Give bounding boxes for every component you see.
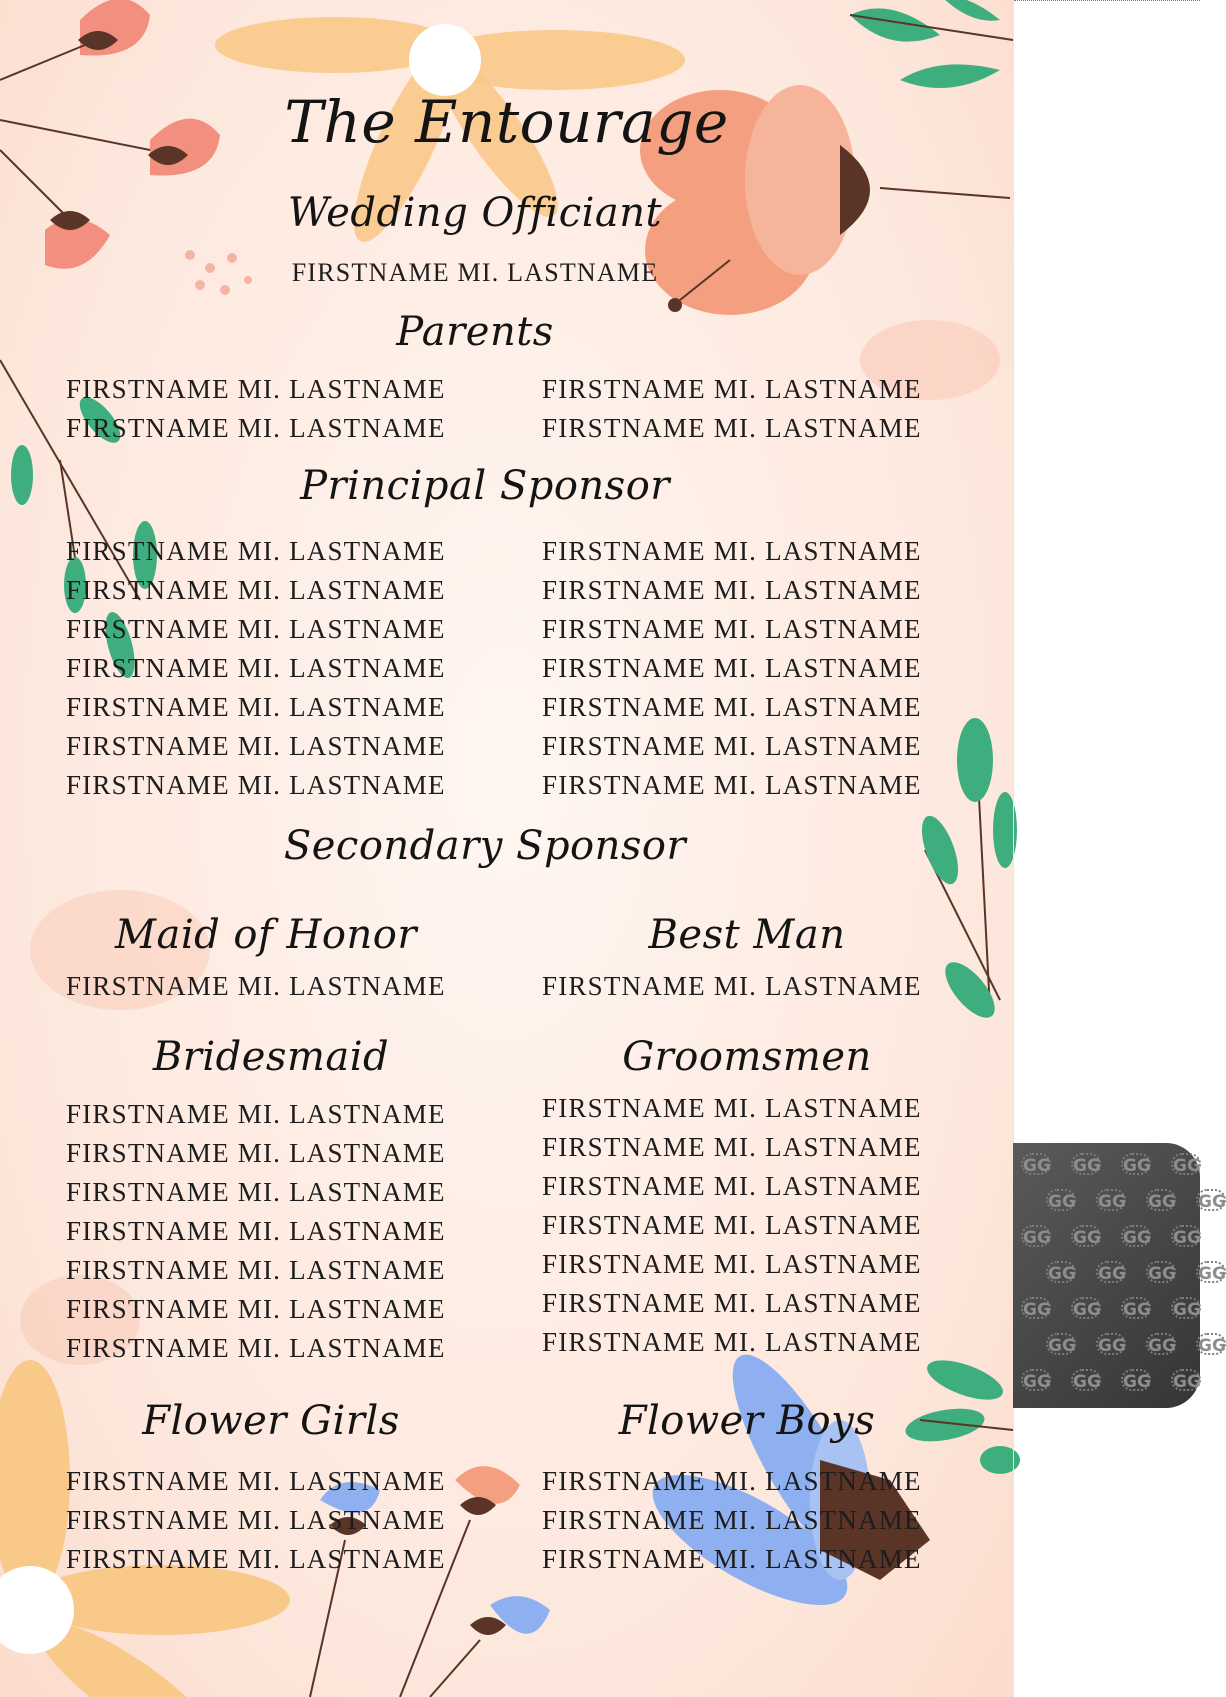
principal-sponsor-name: FIRSTNAME MI. LASTNAME — [66, 731, 446, 761]
gg-monogram-icon: GG — [1196, 1333, 1226, 1355]
flower-boys-column — [542, 1462, 962, 1579]
principal-sponsor-name: FIRSTNAME MI. LASTNAME — [66, 653, 446, 683]
officiant-heading: Wedding Officiant — [287, 190, 663, 236]
flower-girls-column — [66, 1462, 486, 1579]
groomsmen-heading: Groomsmen — [622, 1034, 872, 1080]
bridesmaid-name: FIRSTNAME MI. LASTNAME — [66, 1216, 446, 1246]
groomsman-name: FIRSTNAME MI. LASTNAME — [542, 1132, 922, 1162]
flower-boy-name: FIRSTNAME MI. LASTNAME — [542, 1466, 922, 1496]
gg-monogram-icon: GG — [1196, 1261, 1226, 1283]
parent-name: FIRSTNAME MI. LASTNAME — [542, 413, 922, 443]
bridesmaid-column — [66, 1095, 486, 1368]
officiant-name: FIRSTNAME MI. LASTNAME — [291, 258, 659, 287]
parent-name: FIRSTNAME MI. LASTNAME — [66, 374, 446, 404]
gg-monogram-icon: GG — [1021, 1297, 1051, 1319]
principal-sponsor-name: FIRSTNAME MI. LASTNAME — [66, 692, 446, 722]
gg-monogram-icon: GG — [1096, 1333, 1126, 1355]
bridesmaid-name: FIRSTNAME MI. LASTNAME — [66, 1294, 446, 1324]
gg-monogram-icon: GG — [1121, 1225, 1151, 1247]
principal-sponsor-name: FIRSTNAME MI. LASTNAME — [542, 614, 922, 644]
flower-girl-name: FIRSTNAME MI. LASTNAME — [66, 1544, 446, 1574]
principal-sponsor-name: FIRSTNAME MI. LASTNAME — [542, 536, 922, 566]
gg-monogram-icon: GG — [1121, 1153, 1151, 1175]
flower-girl-name: FIRSTNAME MI. LASTNAME — [66, 1505, 446, 1535]
groomsman-name: FIRSTNAME MI. LASTNAME — [542, 1093, 922, 1123]
gg-monogram-icon: GG — [1021, 1369, 1051, 1391]
parent-name: FIRSTNAME MI. LASTNAME — [542, 374, 922, 404]
parents-left-column — [66, 370, 486, 448]
gg-monogram-icon: GG — [1046, 1333, 1076, 1355]
bridesmaid-name: FIRSTNAME MI. LASTNAME — [66, 1099, 446, 1129]
secondary-sponsor-heading: Secondary Sponsor — [283, 823, 687, 869]
groomsmen-column — [542, 1089, 962, 1362]
flower-boy-name: FIRSTNAME MI. LASTNAME — [542, 1544, 922, 1574]
gg-monogram-icon: GG — [1171, 1153, 1201, 1175]
principal-sponsor-right-column — [542, 532, 962, 805]
parent-name: FIRSTNAME MI. LASTNAME — [66, 413, 446, 443]
bridesmaid-heading: Bridesmaid — [152, 1034, 390, 1080]
parents-heading: Parents — [396, 309, 554, 355]
principal-sponsor-name: FIRSTNAME MI. LASTNAME — [66, 614, 446, 644]
groomsman-name: FIRSTNAME MI. LASTNAME — [542, 1171, 922, 1201]
principal-sponsor-name: FIRSTNAME MI. LASTNAME — [542, 653, 922, 683]
principal-sponsor-name: FIRSTNAME MI. LASTNAME — [542, 575, 922, 605]
gg-monogram-icon: GG — [1171, 1297, 1201, 1319]
gg-monogram-icon: GG — [1096, 1261, 1126, 1283]
bridesmaid-name: FIRSTNAME MI. LASTNAME — [66, 1333, 446, 1363]
bridesmaid-name: FIRSTNAME MI. LASTNAME — [66, 1138, 446, 1168]
gg-monogram-icon: GG — [1146, 1261, 1176, 1283]
gg-monogram-icon: GG — [1021, 1225, 1051, 1247]
parents-right-column — [542, 370, 962, 448]
monogram-pattern-tile — [1013, 1143, 1226, 1408]
gg-monogram-icon: GG — [1071, 1153, 1101, 1175]
gg-monogram-icon: GG — [1071, 1225, 1101, 1247]
gg-monogram-icon: GG — [1196, 1189, 1226, 1211]
principal-sponsor-name: FIRSTNAME MI. LASTNAME — [542, 692, 922, 722]
gg-monogram-icon: GG — [1121, 1297, 1151, 1319]
bridesmaid-name: FIRSTNAME MI. LASTNAME — [66, 1255, 446, 1285]
groomsman-name: FIRSTNAME MI. LASTNAME — [542, 1327, 922, 1357]
principal-sponsor-name: FIRSTNAME MI. LASTNAME — [66, 770, 446, 800]
maid-of-honor-name: FIRSTNAME MI. LASTNAME — [66, 971, 446, 1001]
gg-monogram-icon: GG — [1171, 1225, 1201, 1247]
flower-boy-name: FIRSTNAME MI. LASTNAME — [542, 1505, 922, 1535]
maid-of-honor-heading: Maid of Honor — [115, 912, 417, 958]
principal-sponsor-left-column — [66, 532, 486, 805]
principal-sponsor-name: FIRSTNAME MI. LASTNAME — [66, 575, 446, 605]
gg-monogram-icon: GG — [1071, 1369, 1101, 1391]
page-title: The Entourage — [284, 88, 729, 156]
flower-girls-heading: Flower Girls — [142, 1398, 400, 1444]
gg-monogram-icon: GG — [1146, 1189, 1176, 1211]
best-man-name: FIRSTNAME MI. LASTNAME — [542, 971, 922, 1001]
gg-monogram-icon: GG — [1096, 1189, 1126, 1211]
groomsman-name: FIRSTNAME MI. LASTNAME — [542, 1210, 922, 1240]
right-margin — [1013, 0, 1200, 1697]
gg-monogram-icon: GG — [1021, 1153, 1051, 1175]
gg-monogram-icon: GG — [1046, 1261, 1076, 1283]
groomsman-name: FIRSTNAME MI. LASTNAME — [542, 1288, 922, 1318]
gg-monogram-icon: GG — [1171, 1369, 1201, 1391]
flower-girl-name: FIRSTNAME MI. LASTNAME — [66, 1466, 446, 1496]
gg-monogram-icon: GG — [1071, 1297, 1101, 1319]
principal-sponsor-heading: Principal Sponsor — [300, 463, 670, 509]
pink-flower-icon — [0, 0, 150, 80]
gg-monogram-icon: GG — [1046, 1189, 1076, 1211]
groomsman-name: FIRSTNAME MI. LASTNAME — [542, 1249, 922, 1279]
gg-monogram-icon: GG — [1121, 1369, 1151, 1391]
flower-boys-heading: Flower Boys — [618, 1398, 876, 1444]
gg-monogram-icon: GG — [1146, 1333, 1176, 1355]
bridesmaid-name: FIRSTNAME MI. LASTNAME — [66, 1177, 446, 1207]
principal-sponsor-name: FIRSTNAME MI. LASTNAME — [66, 536, 446, 566]
principal-sponsor-name: FIRSTNAME MI. LASTNAME — [542, 770, 922, 800]
blue-flower-icon — [430, 1596, 550, 1697]
best-man-heading: Best Man — [648, 912, 846, 958]
principal-sponsor-name: FIRSTNAME MI. LASTNAME — [542, 731, 922, 761]
leaf-branch-icon — [850, 0, 1013, 88]
